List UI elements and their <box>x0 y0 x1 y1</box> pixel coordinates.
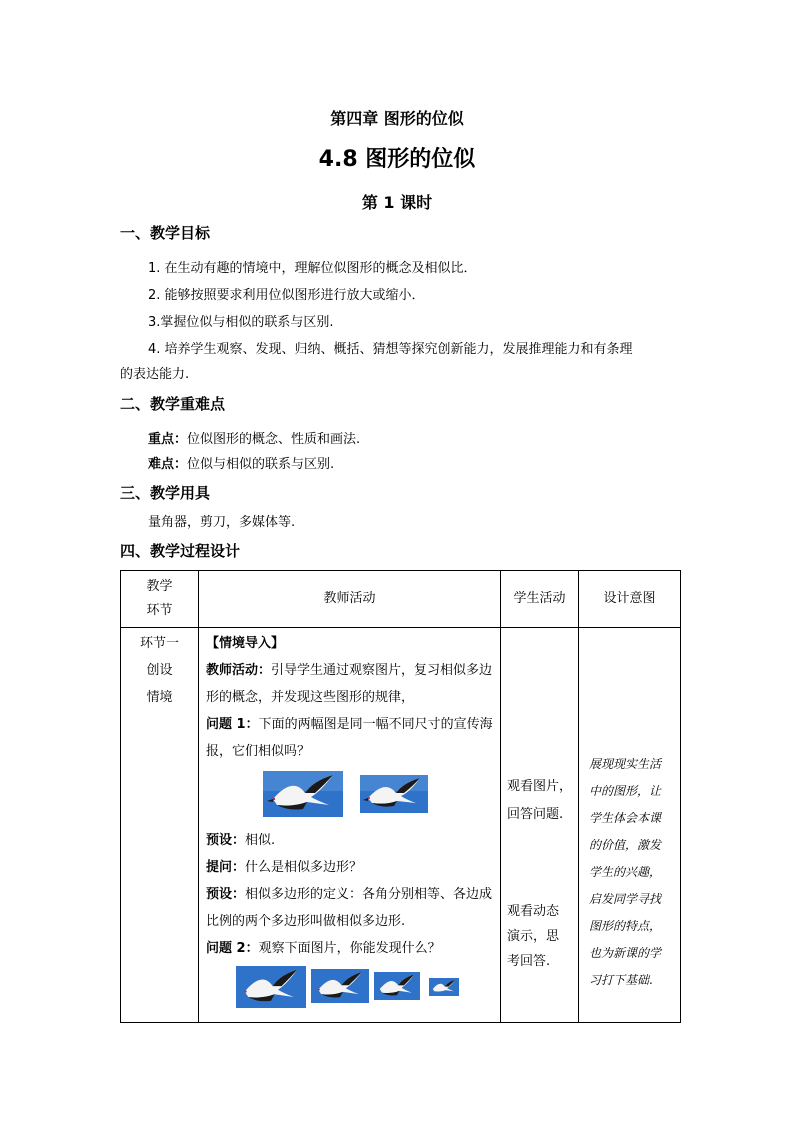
key-label: 重点： <box>148 432 188 447</box>
student-cell <box>501 628 579 1023</box>
goal-item-2: 2. 能够按照要求利用位似图形进行放大或缩小． <box>148 288 425 303</box>
crane-poster-large <box>263 771 343 817</box>
stage-cell <box>121 628 199 1023</box>
tools-text: 量角器，剪刀，多媒体等. <box>148 515 296 530</box>
goal-item-3: 3.掌握位似与相似的联系与区别. <box>148 315 334 330</box>
goal-item-1: 1. 在生动有趣的情境中，理解位似图形的概念及相似比． <box>148 261 477 276</box>
table-row <box>121 628 681 1023</box>
key-text: 位似图形的概念、性质和画法. <box>187 432 361 447</box>
difficult-point <box>148 451 334 479</box>
goal-item-4-cont: 的表达能力. <box>120 367 190 382</box>
ask: 提问：什么是相似多边形？ <box>206 860 363 875</box>
goals-heading: 一、教学目标 <box>120 224 211 242</box>
preset-1: 预设：相似. <box>206 833 276 848</box>
section-title: 4.8 图形的位似 <box>318 147 476 172</box>
teacher-activity: 教师活动：引导学生通过观察图片，复习相似多边形的概念，并发现这些图形的规律， <box>206 663 493 705</box>
crane-poster-seq-3 <box>374 972 420 1000</box>
stage-line-3: 情境 <box>146 690 173 705</box>
col-header-intent: 设计意图 <box>579 571 681 628</box>
goal-item-4: 4. 培养学生观察、发现、归纳、概括、猜想等探究创新能力，发展推理能力和有条理 <box>148 342 633 357</box>
stage-line-1: 环节一 <box>139 636 179 651</box>
diff-text: 位似与相似的联系与区别. <box>187 457 335 472</box>
tools-heading: 三、教学用具 <box>120 484 211 502</box>
student-activity-2: 观看动态 演示，思 考回答. <box>507 904 560 969</box>
table-header-row <box>121 571 681 628</box>
crane-poster-small <box>360 775 428 813</box>
diff-label: 难点： <box>148 457 188 472</box>
chapter-title: 第四章 图形的位似 <box>330 109 464 128</box>
design-intent-text: 展现现实生活中的图形，让学生体会本课的价值，激发学生的兴趣，启发同学寻找图形的特点，也为新课的学习打下基础. <box>589 757 662 987</box>
teacher-cell <box>199 628 501 1023</box>
poster-images-pair <box>206 765 494 827</box>
key-point <box>148 426 360 454</box>
question-1: 问题 1：下面的两幅图是同一幅不同尺寸的宣传海报，它们相似吗？ <box>206 717 493 759</box>
crane-poster-seq-2 <box>311 969 369 1003</box>
scene-intro-title: 【情境导入】 <box>206 636 285 651</box>
stage-line-2: 创设 <box>146 663 173 678</box>
col-header-stage: 教学 环节 <box>121 571 199 628</box>
question-2: 问题 2：观察下面图片，你能发现什么？ <box>206 941 441 956</box>
col-header-teacher: 教师活动 <box>199 571 501 628</box>
student-activity-1: 观看图片， 回答问题. <box>507 779 573 822</box>
col-header-student: 学生活动 <box>501 571 579 628</box>
intent-cell <box>579 628 681 1023</box>
preset-2: 预设：相似多边形的定义：各角分别相等、各边成比例的两个多边形叫做相似多边形. <box>206 887 493 929</box>
keypoints-heading: 二、教学重难点 <box>120 395 226 413</box>
lesson-title: 第 1 课时 <box>361 193 433 212</box>
poster-images-sequence <box>206 962 494 1012</box>
crane-poster-seq-4 <box>429 978 459 996</box>
crane-poster-seq-1 <box>236 966 306 1008</box>
process-heading: 四、教学过程设计 <box>120 542 241 560</box>
process-table <box>120 570 681 1023</box>
